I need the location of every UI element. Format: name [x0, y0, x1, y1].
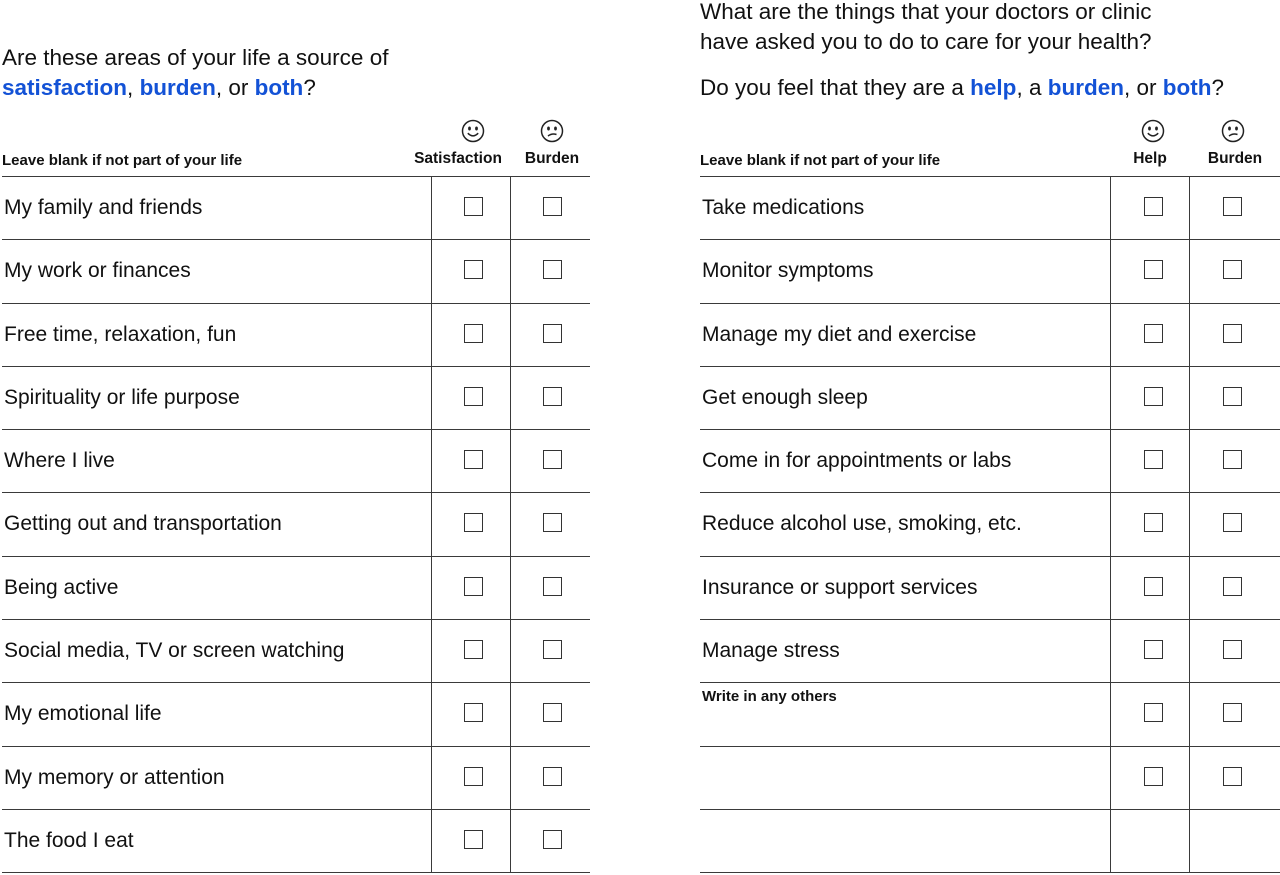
burden-checkbox[interactable]	[543, 450, 562, 469]
burden-checkbox[interactable]	[1223, 640, 1242, 659]
column-cell	[1110, 240, 1190, 302]
row-label: Reduce alcohol use, smoking, etc.	[702, 512, 1022, 536]
row-label: My work or finances	[4, 259, 191, 283]
table-row	[700, 557, 1280, 620]
column-cell	[431, 620, 511, 682]
row-label: Get enough sleep	[702, 385, 868, 409]
burden-checkbox[interactable]	[543, 640, 562, 659]
heading-text: Do you feel that they are a	[700, 75, 971, 100]
row-label: Getting out and transportation	[4, 512, 282, 536]
column-cell	[1189, 430, 1280, 492]
help-checkbox[interactable]	[1144, 577, 1163, 596]
burden-checkbox[interactable]	[543, 387, 562, 406]
satisfaction-checkbox[interactable]	[464, 640, 483, 659]
heading-separator: , a	[1016, 75, 1048, 100]
heading-separator: ,	[127, 75, 140, 100]
row-label: Monitor symptoms	[702, 259, 874, 283]
column-cell	[1189, 367, 1280, 429]
column-header-burden: Burden	[1207, 150, 1263, 167]
table-row	[700, 747, 1280, 810]
right-heading-line2: have asked you to do to care for your health?	[700, 29, 1152, 54]
row-label: Insurance or support services	[702, 575, 978, 599]
help-checkbox[interactable]	[1144, 260, 1163, 279]
column-cell	[1189, 177, 1280, 239]
table-row	[2, 367, 590, 430]
keyword-burden: burden	[139, 75, 216, 100]
column-cell	[510, 430, 590, 492]
satisfaction-checkbox[interactable]	[464, 703, 483, 722]
column-cell	[1110, 557, 1190, 619]
row-label: Take medications	[702, 196, 865, 219]
column-cell	[510, 683, 590, 745]
column-cell	[510, 367, 590, 429]
column-cell	[431, 304, 511, 366]
column-cell	[510, 620, 590, 682]
satisfaction-checkbox[interactable]	[464, 197, 483, 216]
column-cell	[431, 240, 511, 302]
right-table	[700, 176, 1280, 873]
burden-checkbox[interactable]	[543, 513, 562, 532]
help-checkbox[interactable]	[1144, 513, 1163, 532]
burden-checkbox[interactable]	[1223, 260, 1242, 279]
row-label: Social media, TV or screen watching	[4, 639, 345, 663]
column-cell	[510, 747, 590, 809]
column-header-help: Help	[1133, 150, 1167, 167]
left-table	[2, 176, 590, 873]
column-cell	[510, 493, 590, 555]
column-cell	[431, 493, 511, 555]
satisfaction-checkbox[interactable]	[464, 577, 483, 596]
table-row	[700, 683, 1280, 746]
table-row	[2, 747, 590, 810]
heading-separator: , or	[1123, 75, 1163, 100]
column-cell	[1110, 810, 1190, 872]
burden-checkbox[interactable]	[1223, 197, 1242, 216]
table-row	[700, 304, 1280, 367]
satisfaction-checkbox[interactable]	[464, 513, 483, 532]
table-row	[700, 430, 1280, 493]
satisfaction-checkbox[interactable]	[464, 260, 483, 279]
table-row	[700, 367, 1280, 430]
table-row	[2, 430, 590, 493]
burden-checkbox[interactable]	[1223, 450, 1242, 469]
column-cell	[1110, 493, 1190, 555]
column-cell	[1189, 304, 1280, 366]
column-cell	[431, 430, 511, 492]
table-row	[700, 240, 1280, 303]
table-row	[700, 810, 1280, 873]
burden-checkbox[interactable]	[543, 197, 562, 216]
column-cell	[431, 177, 511, 239]
row-label: Manage stress	[702, 639, 840, 663]
table-row	[2, 177, 590, 240]
smiley-icon	[461, 119, 485, 143]
table-row	[2, 304, 590, 367]
frown-icon	[1221, 119, 1245, 143]
table-row	[2, 557, 590, 620]
column-cell	[1189, 683, 1280, 745]
column-cell	[1189, 810, 1280, 872]
column-cell	[510, 810, 590, 872]
row-label: Being active	[4, 575, 119, 599]
heading-question-mark: ?	[303, 75, 316, 100]
column-cell	[431, 683, 511, 745]
burden-checkbox[interactable]	[1223, 577, 1242, 596]
burden-checkbox[interactable]	[543, 577, 562, 596]
heading-question-mark: ?	[1211, 75, 1224, 100]
row-label: Where I live	[4, 449, 115, 473]
right-heading-question	[700, 73, 1224, 103]
heading-separator: , or	[215, 75, 255, 100]
burden-checkbox[interactable]	[1223, 703, 1242, 722]
burden-checkbox[interactable]	[543, 324, 562, 343]
row-label: Spirituality or life purpose	[4, 385, 240, 409]
column-cell	[431, 810, 511, 872]
column-cell	[1110, 620, 1190, 682]
row-label: My memory or attention	[4, 765, 225, 789]
keyword-burden: burden	[1047, 75, 1124, 100]
column-cell	[510, 240, 590, 302]
burden-checkbox[interactable]	[543, 830, 562, 849]
help-checkbox[interactable]	[1144, 703, 1163, 722]
table-row	[2, 620, 590, 683]
keyword-help: help	[970, 75, 1017, 100]
burden-checkbox[interactable]	[1223, 513, 1242, 532]
column-cell	[510, 177, 590, 239]
burden-checkbox[interactable]	[1223, 767, 1242, 786]
keyword-both: both	[1162, 75, 1212, 100]
satisfaction-checkbox[interactable]	[464, 830, 483, 849]
table-row	[2, 493, 590, 556]
column-cell	[431, 367, 511, 429]
frown-icon	[540, 119, 564, 143]
table-row	[700, 493, 1280, 556]
keyword-satisfaction: satisfaction	[2, 75, 128, 100]
help-checkbox[interactable]	[1144, 197, 1163, 216]
column-header-burden: Burden	[524, 150, 580, 167]
table-row	[2, 810, 590, 873]
blank-note: Leave blank if not part of your life	[2, 152, 243, 169]
table-row	[700, 177, 1280, 240]
left-heading-line2	[2, 73, 316, 103]
column-cell	[1189, 240, 1280, 302]
column-cell	[1189, 557, 1280, 619]
column-cell	[1110, 430, 1190, 492]
burden-checkbox[interactable]	[543, 260, 562, 279]
row-label: Manage my diet and exercise	[702, 322, 977, 346]
table-row	[2, 240, 590, 303]
column-cell	[431, 557, 511, 619]
satisfaction-checkbox[interactable]	[464, 324, 483, 343]
row-label: The food I eat	[4, 828, 134, 852]
satisfaction-checkbox[interactable]	[464, 767, 483, 786]
help-checkbox[interactable]	[1144, 450, 1163, 469]
blank-note: Leave blank if not part of your life	[700, 152, 941, 169]
help-checkbox[interactable]	[1144, 387, 1163, 406]
column-cell	[1110, 177, 1190, 239]
column-cell	[1189, 493, 1280, 555]
column-cell	[1110, 683, 1190, 745]
help-checkbox[interactable]	[1144, 324, 1163, 343]
burden-checkbox[interactable]	[1223, 387, 1242, 406]
column-cell	[1189, 620, 1280, 682]
help-checkbox[interactable]	[1144, 767, 1163, 786]
column-header-satisfaction: Satisfaction	[414, 150, 502, 167]
keyword-both: both	[254, 75, 304, 100]
table-row	[700, 620, 1280, 683]
column-cell	[1110, 304, 1190, 366]
row-label: Free time, relaxation, fun	[4, 322, 237, 346]
burden-checkbox[interactable]	[1223, 324, 1242, 343]
column-cell	[1110, 747, 1190, 809]
left-heading-line1: Are these areas of your life a source of	[2, 45, 389, 70]
row-label: Come in for appointments or labs	[702, 449, 1012, 473]
column-cell	[1189, 747, 1280, 809]
column-cell	[1110, 367, 1190, 429]
burden-checkbox[interactable]	[543, 767, 562, 786]
satisfaction-checkbox[interactable]	[464, 450, 483, 469]
column-cell	[510, 304, 590, 366]
row-label: Write in any others	[702, 688, 837, 706]
row-label: My emotional life	[4, 702, 162, 726]
table-row	[2, 683, 590, 746]
row-label: My family and friends	[4, 196, 203, 219]
column-cell	[510, 557, 590, 619]
help-checkbox[interactable]	[1144, 640, 1163, 659]
column-cell	[431, 747, 511, 809]
right-heading-line1: What are the things that your doctors or clinic	[700, 0, 1152, 24]
smiley-icon	[1141, 119, 1165, 143]
burden-checkbox[interactable]	[543, 703, 562, 722]
satisfaction-checkbox[interactable]	[464, 387, 483, 406]
